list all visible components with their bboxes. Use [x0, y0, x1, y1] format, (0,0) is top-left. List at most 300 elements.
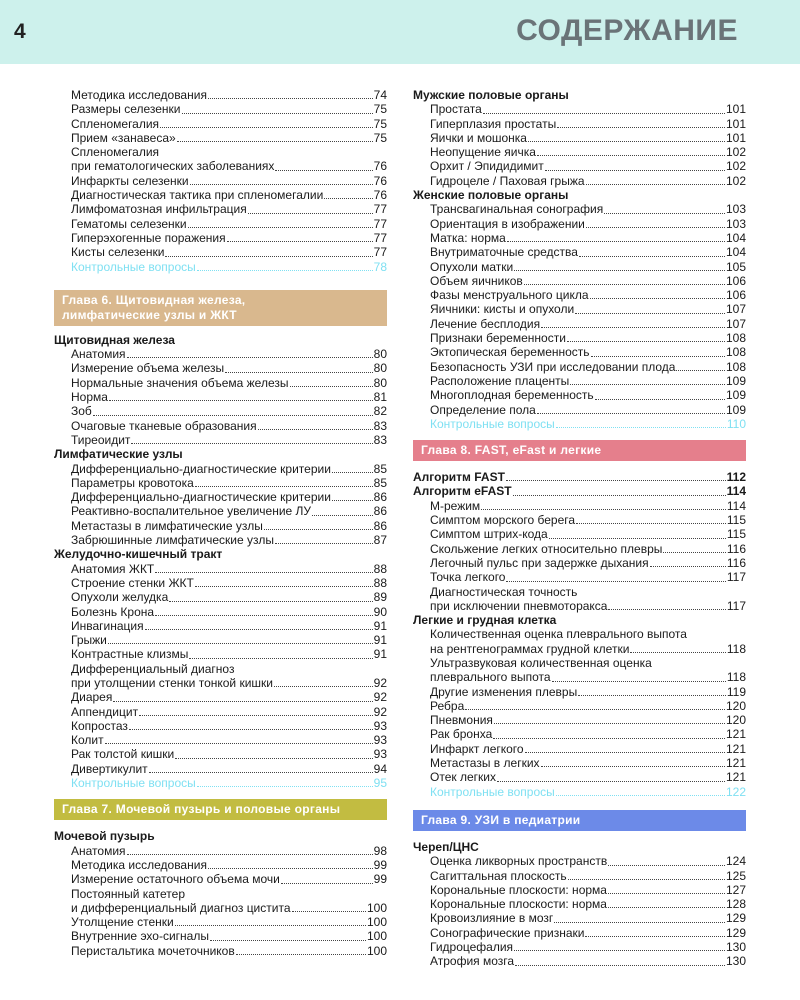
toc-entry[interactable]	[413, 145, 746, 159]
toc-entry[interactable]	[413, 926, 746, 940]
toc-entry[interactable]	[413, 685, 746, 699]
toc-entry[interactable]	[54, 929, 387, 943]
toc-entry[interactable]	[413, 854, 746, 868]
toc-page-number: 114	[726, 484, 746, 499]
toc-entry-title: Объем яичников	[430, 273, 523, 288]
toc-entry[interactable]	[413, 202, 746, 216]
toc-entry-title: при гематологических заболеваниях	[71, 159, 275, 174]
dot-leader	[493, 738, 725, 739]
toc-page-number: 108	[725, 331, 746, 346]
toc-entry[interactable]	[54, 705, 387, 719]
dot-leader	[575, 313, 725, 314]
toc-entry[interactable]	[413, 513, 746, 527]
toc-entry[interactable]	[413, 484, 746, 498]
toc-entry[interactable]	[413, 159, 746, 173]
toc-entry[interactable]	[413, 345, 746, 359]
toc-page-number: 85	[373, 475, 387, 490]
toc-page-number: 75	[373, 102, 387, 117]
toc-page-number: 92	[373, 690, 387, 705]
toc-entry[interactable]	[54, 690, 387, 704]
toc-entry-title: Матка: норма	[430, 230, 506, 245]
toc-page-number: 101	[725, 130, 746, 145]
toc-entry-title: Отек легких	[430, 770, 496, 785]
toc-entry-title: Инвагинация	[71, 618, 144, 633]
toc-page-number: 120	[725, 698, 746, 713]
toc-entry-title: Гематомы селезенки	[71, 216, 187, 231]
review-questions-entry[interactable]	[413, 417, 746, 431]
toc-page-number: 92	[373, 704, 387, 719]
toc-page-number: 103	[725, 202, 746, 217]
toc-entry[interactable]	[54, 404, 387, 418]
toc-entry[interactable]	[413, 727, 746, 741]
section-heading: Легкие и грудная клетка	[413, 613, 557, 628]
dot-leader	[608, 907, 725, 908]
toc-page-number: 109	[725, 373, 746, 388]
toc-entry-title: на рентгенограммах грудной клетки	[430, 641, 630, 656]
toc-entry-title: Тиреоидит	[71, 432, 131, 447]
dot-leader	[567, 341, 725, 342]
toc-entry[interactable]	[54, 633, 387, 647]
toc-entry[interactable]	[54, 117, 387, 131]
section-heading: Мочевой пузырь	[54, 829, 155, 844]
toc-entry[interactable]	[54, 676, 387, 690]
section-heading: Мужские половые органы	[413, 88, 569, 102]
toc-entry-title: Анатомия ЖКТ	[71, 561, 155, 576]
toc-entry[interactable]	[54, 347, 387, 361]
toc-page-number: 119	[726, 684, 746, 699]
toc-left-column	[54, 88, 387, 958]
toc-entry-title: Болезнь Крона	[71, 604, 155, 619]
toc-entry-title: Ребра	[430, 698, 465, 713]
dot-leader	[175, 758, 372, 759]
toc-entry-title: Дифференциально-диагностические критерии	[71, 461, 331, 476]
toc-page-number: 130	[725, 954, 746, 969]
toc-entry-title: Определение пола	[430, 402, 536, 417]
toc-entry[interactable]	[413, 374, 746, 388]
toc-entry[interactable]	[54, 519, 387, 533]
toc-entry[interactable]	[413, 331, 746, 345]
toc-entry-title: при утолщении стенки тонкой кишки	[71, 675, 274, 690]
toc-entry-title: Пневмония	[430, 713, 493, 728]
toc-entry-title: Ориентация в изображении	[430, 216, 585, 231]
toc-entry-title: Зоб	[71, 404, 92, 419]
toc-entry-title: Расположение плаценты	[430, 373, 570, 388]
toc-entry[interactable]	[54, 217, 387, 231]
toc-entry[interactable]	[54, 174, 387, 188]
toc-entry-line: Количественная оценка плеврального выпота	[430, 627, 687, 642]
toc-page-number: 102	[725, 173, 746, 188]
toc-page-number: 93	[373, 718, 387, 733]
dot-leader	[93, 415, 373, 416]
toc-entry-title: Признаки беременности	[430, 331, 566, 346]
dot-leader	[514, 950, 725, 951]
toc-entry[interactable]	[54, 419, 387, 433]
dot-leader	[554, 922, 725, 923]
toc-entry-title: Гидроцефалия	[430, 940, 514, 955]
toc-page-number: 108	[725, 345, 746, 360]
toc-entry[interactable]	[413, 670, 746, 684]
dot-leader	[578, 695, 726, 696]
toc-entry-title: Другие изменения плевры	[430, 684, 578, 699]
dot-leader	[177, 141, 373, 142]
toc-entry-title: Многоплодная беременность	[430, 388, 594, 403]
toc-entry[interactable]	[54, 245, 387, 259]
review-questions-entry[interactable]	[413, 785, 746, 799]
toc-entry[interactable]	[413, 699, 746, 713]
toc-entry-title: Диагностическая тактика при спленомегалии	[71, 188, 324, 203]
toc-entry[interactable]	[413, 302, 746, 316]
toc-page-number: 101	[725, 116, 746, 131]
toc-page-number: 124	[725, 854, 746, 869]
toc-page-number: 106	[725, 288, 746, 303]
toc-page-number: 100	[366, 900, 387, 915]
dot-leader	[483, 113, 725, 114]
toc-entry[interactable]	[413, 911, 746, 925]
toc-page-number: 94	[373, 761, 387, 776]
toc-entry-title: Симптом морского берега	[430, 513, 576, 528]
toc-entry[interactable]	[54, 159, 387, 173]
toc-entry-title: Неопущение яичка	[430, 145, 536, 160]
toc-entry-title: Оценка ликворных пространств	[430, 854, 608, 869]
toc-entry[interactable]	[413, 642, 746, 656]
toc-entry[interactable]	[413, 388, 746, 402]
toc-entry-title: Эктопическая беременность	[430, 345, 590, 360]
toc-entry[interactable]	[54, 462, 387, 476]
dot-leader	[494, 723, 725, 724]
dot-leader	[160, 127, 373, 128]
toc-page-number: 115	[726, 513, 746, 528]
chapter-8-heading[interactable]: Глава 8. FAST, eFast и легкие	[413, 440, 746, 461]
toc-entry-title: Методика исследования	[71, 88, 207, 102]
toc-entry[interactable]	[54, 433, 387, 447]
toc-entry-title: Яички и мошонка	[430, 130, 527, 145]
dot-leader	[324, 198, 372, 199]
toc-entry-title: Рак толстой кишки	[71, 747, 175, 762]
chapter-9-heading[interactable]: Глава 9. УЗИ в педиатрии	[413, 810, 746, 831]
dot-leader	[568, 879, 725, 880]
dot-leader	[576, 523, 726, 524]
dot-leader	[127, 854, 373, 855]
toc-entry[interactable]	[54, 576, 387, 590]
toc-entry[interactable]	[413, 231, 746, 245]
dot-leader	[608, 893, 725, 894]
toc-entry-title: Копростаз	[71, 718, 128, 733]
toc-entry[interactable]	[54, 361, 387, 375]
toc-page-number: 100	[366, 929, 387, 944]
toc-entry[interactable]	[413, 360, 746, 374]
dot-leader	[570, 384, 725, 385]
chapter-title-line: лимфатические узлы и ЖКТ	[62, 307, 237, 322]
toc-page-number: 91	[373, 618, 387, 633]
dot-leader	[169, 601, 372, 602]
toc-entry-title: Опухоли матки	[430, 259, 514, 274]
toc-page-number: 77	[373, 230, 387, 245]
toc-page-number: 116	[726, 541, 746, 556]
dot-leader	[175, 925, 366, 926]
toc-entry-line: Постоянный катетер	[71, 886, 186, 901]
toc-entry[interactable]	[413, 117, 746, 131]
toc-page-number: 80	[373, 347, 387, 362]
toc-entry-title: Симптом штрих-кода	[430, 527, 548, 542]
toc-entry[interactable]	[413, 869, 746, 883]
toc-page-number: 110	[726, 416, 746, 431]
dot-leader	[332, 472, 373, 473]
toc-entry[interactable]	[54, 747, 387, 761]
toc-page-number: 116	[726, 555, 746, 570]
toc-entry-title: Яичники: кисты и опухоли	[430, 302, 575, 317]
toc-page-number: 121	[725, 756, 746, 771]
toc-entry[interactable]	[54, 131, 387, 145]
toc-page-number: 105	[725, 259, 746, 274]
toc-entry[interactable]	[54, 619, 387, 633]
toc-entry-title: Норма	[71, 390, 108, 405]
toc-entry-title: Перистальтика мочеточников	[71, 943, 235, 958]
dot-leader	[537, 155, 725, 156]
dot-leader	[481, 509, 726, 510]
toc-entry[interactable]	[413, 245, 746, 259]
toc-page-number: 121	[725, 741, 746, 756]
toc-entry[interactable]	[413, 742, 746, 756]
dot-leader	[514, 270, 725, 271]
toc-entry[interactable]	[54, 605, 387, 619]
dot-leader	[236, 954, 366, 955]
toc-entry[interactable]	[413, 131, 746, 145]
toc-page-number: 121	[725, 770, 746, 785]
review-questions-entry[interactable]	[54, 260, 387, 274]
toc-entry-title: Анатомия	[71, 843, 126, 858]
toc-page-number: 118	[726, 641, 746, 656]
toc-page-number: 109	[725, 402, 746, 417]
toc-entry-title: М-режим	[430, 498, 481, 513]
dot-leader	[332, 500, 373, 501]
dot-leader	[131, 443, 372, 444]
toc-entry[interactable]	[54, 915, 387, 929]
toc-entry-title: Дивертикулит	[71, 761, 148, 776]
toc-entry-title: Нормальные значения объема железы	[71, 375, 289, 390]
toc-entry-title: Простата	[430, 102, 482, 117]
dot-leader	[556, 427, 726, 428]
toc-entry-title: плеврального выпота	[430, 670, 551, 685]
toc-entry[interactable]	[413, 542, 746, 556]
toc-page-number: 102	[725, 159, 746, 174]
dot-leader	[585, 936, 725, 937]
toc-page-number: 93	[373, 733, 387, 748]
toc-entry[interactable]	[413, 317, 746, 331]
toc-entry[interactable]	[54, 490, 387, 504]
toc-entry[interactable]	[413, 174, 746, 188]
toc-page-number: 118	[726, 670, 746, 685]
toc-entry-title: Колит	[71, 733, 104, 748]
toc-entry[interactable]	[54, 944, 387, 958]
dot-leader	[155, 615, 373, 616]
dot-leader	[113, 701, 372, 702]
toc-page-number: 91	[373, 647, 387, 662]
toc-entry[interactable]	[413, 770, 746, 784]
toc-entry[interactable]	[54, 88, 387, 102]
toc-entry[interactable]	[54, 590, 387, 604]
toc-entry[interactable]	[413, 274, 746, 288]
toc-entry[interactable]	[413, 403, 746, 417]
toc-entry-title: Измерение объема железы	[71, 361, 225, 376]
section-heading: Женские половые органы	[413, 188, 569, 203]
toc-entry-title: при исключении пневмоторакса	[430, 598, 608, 613]
toc-entry-title: Лимфоматозная инфильтрация	[71, 202, 247, 217]
section-heading: Желудочно-кишечный тракт	[54, 547, 223, 562]
dot-leader	[591, 356, 725, 357]
toc-entry-title: Гиперэхогенные поражения	[71, 230, 226, 245]
dot-leader	[497, 781, 725, 782]
toc-page-number: 91	[373, 633, 387, 648]
toc-entry[interactable]	[54, 719, 387, 733]
toc-page-number: 100	[366, 915, 387, 930]
dot-leader	[579, 256, 725, 257]
dot-leader	[595, 399, 725, 400]
toc-entry[interactable]	[413, 556, 746, 570]
toc-page-number: 83	[373, 418, 387, 433]
dot-leader	[608, 865, 725, 866]
section-heading: Череп/ЦНС	[413, 839, 479, 854]
toc-page-number: 80	[373, 375, 387, 390]
toc-entry[interactable]	[413, 570, 746, 584]
toc-entry-title: Рак бронха	[430, 727, 493, 742]
toc-entry[interactable]	[54, 733, 387, 747]
toc-entry-title: Строение стенки ЖКТ	[71, 575, 194, 590]
dot-leader	[195, 486, 373, 487]
toc-entry-title: Утолщение стенки	[71, 915, 174, 930]
toc-page-number: 81	[373, 390, 387, 405]
toc-entry[interactable]	[54, 762, 387, 776]
toc-entry-title: Измерение остаточного объема мочи	[71, 872, 280, 887]
toc-entry-title: Орхит / Эпидидимит	[430, 159, 544, 174]
toc-entry[interactable]	[413, 940, 746, 954]
toc-entry-title: Параметры кровотока	[71, 475, 194, 490]
toc-entry[interactable]	[54, 844, 387, 858]
toc-page-number: 88	[373, 561, 387, 576]
toc-entry-title: Метастазы в легких	[430, 756, 540, 771]
toc-entry-title: Алгоритм eFAST	[413, 484, 512, 499]
toc-entry-title: Сонографические признаки	[430, 925, 585, 940]
chapter-7-heading[interactable]: Глава 7. Мочевой пузырь и половые органы	[54, 799, 387, 820]
toc-page-number: 86	[373, 518, 387, 533]
toc-page-number: 77	[373, 202, 387, 217]
toc-entry[interactable]	[54, 202, 387, 216]
dot-leader	[105, 743, 373, 744]
dot-leader	[663, 552, 725, 553]
toc-page-number: 103	[725, 216, 746, 231]
toc-entry-title: Забрюшинные лимфатические узлы	[71, 533, 275, 548]
dot-leader	[292, 911, 366, 912]
toc-entry[interactable]	[413, 883, 746, 897]
dot-leader	[109, 400, 373, 401]
toc-entry[interactable]	[413, 217, 746, 231]
toc-entry-title: Инфаркты селезенки	[71, 173, 189, 188]
toc-entry-title: Диарея	[71, 690, 113, 705]
toc-right-column	[413, 88, 746, 969]
toc-entry[interactable]	[413, 756, 746, 770]
toc-entry-title: Гидроцеле / Паховая грыжа	[430, 173, 585, 188]
toc-page-number: 117	[726, 598, 746, 613]
toc-entry-title: Корональные плоскости: норма	[430, 897, 607, 912]
toc-entry[interactable]	[54, 533, 387, 547]
dot-leader	[465, 709, 725, 710]
toc-page-number: 122	[725, 784, 746, 799]
toc-entry-title: Спленомегалия	[71, 116, 160, 131]
toc-entry[interactable]	[54, 647, 387, 661]
toc-entry-title: Инфаркт легкого	[430, 741, 524, 756]
toc-page-number: 98	[373, 843, 387, 858]
toc-entry-title: Легочный пульс при задержке дыхания	[430, 555, 649, 570]
dot-leader	[145, 629, 373, 630]
dot-leader	[590, 298, 725, 299]
dot-leader	[312, 515, 373, 516]
toc-entry-title: Прием «занавеса»	[71, 130, 176, 145]
dot-leader	[227, 241, 373, 242]
toc-entry[interactable]	[413, 260, 746, 274]
toc-entry[interactable]	[54, 476, 387, 490]
toc-page-number: 107	[725, 316, 746, 331]
dot-leader	[208, 868, 373, 869]
toc-entry[interactable]	[413, 897, 746, 911]
dot-leader	[506, 581, 725, 582]
toc-entry[interactable]	[413, 102, 746, 116]
toc-entry[interactable]	[54, 102, 387, 116]
toc-entry[interactable]	[413, 954, 746, 968]
toc-page-number: 115	[726, 527, 746, 542]
page-title: СОДЕРЖАНИЕ	[516, 14, 738, 47]
toc-entry[interactable]	[413, 470, 746, 484]
toc-entry-title: Аппендицит	[71, 704, 139, 719]
toc-entry[interactable]	[54, 504, 387, 518]
toc-entry[interactable]	[413, 599, 746, 613]
section-heading: Лимфатические узлы	[54, 447, 183, 462]
toc-entry[interactable]	[54, 901, 387, 915]
toc-entry[interactable]	[54, 390, 387, 404]
dot-leader	[129, 729, 373, 730]
dot-leader	[155, 572, 372, 573]
toc-entry[interactable]	[413, 288, 746, 302]
toc-entry[interactable]	[413, 499, 746, 513]
toc-entry-title: Анатомия	[71, 347, 126, 362]
toc-entry[interactable]	[54, 872, 387, 886]
toc-entry[interactable]	[54, 188, 387, 202]
dot-leader	[541, 766, 725, 767]
toc-entry[interactable]	[54, 376, 387, 390]
dot-leader	[549, 538, 726, 539]
page-number: 4	[14, 20, 26, 43]
toc-entry[interactable]	[54, 562, 387, 576]
chapter-6-heading[interactable]	[54, 290, 387, 326]
toc-page-number: 117	[726, 570, 746, 585]
toc-entry[interactable]	[413, 527, 746, 541]
toc-page-number: 76	[373, 188, 387, 203]
toc-page-number: 99	[373, 872, 387, 887]
toc-page-number: 107	[725, 302, 746, 317]
toc-entry[interactable]	[54, 858, 387, 872]
toc-page-number: 77	[373, 245, 387, 260]
toc-page-number: 76	[373, 173, 387, 188]
toc-page-number: 121	[725, 727, 746, 742]
toc-page-number: 130	[725, 940, 746, 955]
toc-page-number: 129	[725, 925, 746, 940]
dot-leader	[650, 566, 726, 567]
dot-leader	[182, 113, 373, 114]
dot-leader	[127, 357, 373, 358]
toc-entry[interactable]	[413, 713, 746, 727]
toc-entry[interactable]	[54, 231, 387, 245]
toc-entry-title: Контрольные вопросы	[71, 259, 196, 274]
review-questions-entry[interactable]	[54, 776, 387, 790]
toc-entry-title: Корональные плоскости: норма	[430, 882, 607, 897]
